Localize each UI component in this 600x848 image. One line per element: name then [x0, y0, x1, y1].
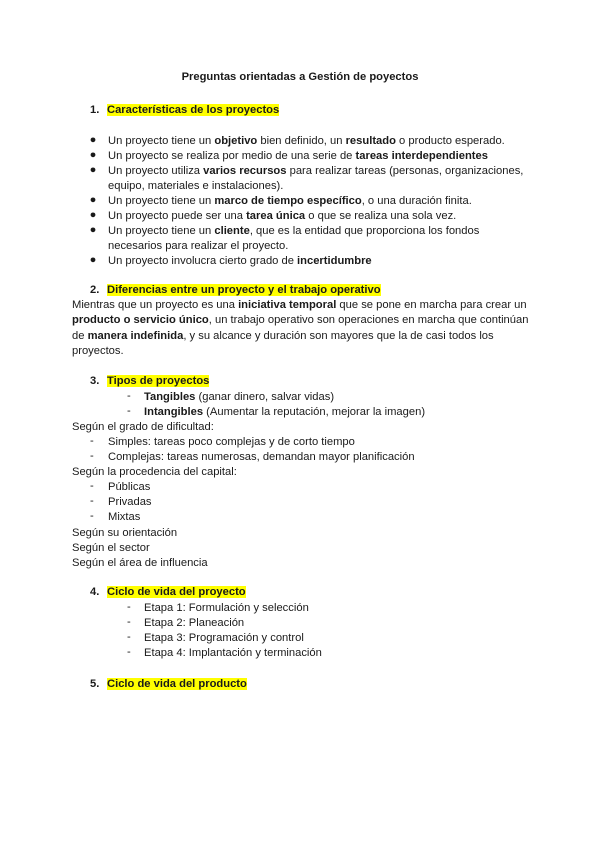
keyword: tarea única: [246, 210, 306, 222]
dash-bullet: -: [127, 390, 131, 402]
text: para realizar tareas (personas, organizaciones,: [286, 165, 524, 177]
section-1-number: 1.: [90, 104, 100, 116]
stage-2: Etapa 2: Planeación: [144, 617, 245, 629]
keyword: marco de tiempo específico: [214, 195, 362, 207]
keyword: varios recursos: [203, 165, 287, 177]
text: bien definido, un: [257, 135, 346, 147]
text: Mientras que un proyecto es una: [72, 299, 239, 311]
bullet-icon: ●: [89, 194, 97, 206]
s1-bullet-3: [108, 164, 523, 179]
section-5-heading: [90, 678, 247, 690]
text: (ganar dinero, salvar vidas): [195, 391, 335, 403]
section-5-title: Ciclo de vida del producto: [107, 678, 247, 690]
section-5-number: 5.: [90, 678, 100, 690]
dash-bullet: -: [90, 450, 94, 462]
section-2-heading: [90, 284, 381, 296]
dash-bullet: -: [90, 495, 94, 507]
text: que se pone en marcha para crear un: [336, 299, 527, 311]
capital-public: Públicas: [108, 481, 151, 493]
text: Un proyecto tiene un: [108, 135, 215, 147]
dash-bullet: -: [90, 480, 94, 492]
text: , un trabajo operativo son operaciones en marcha que continúan de: [72, 314, 529, 342]
s1-bullet-5: [108, 209, 456, 224]
section-4-number: 4.: [90, 586, 100, 598]
classification-sector: Según el sector: [72, 542, 150, 554]
keyword: cliente: [214, 225, 250, 237]
text: Un proyecto puede ser una: [108, 210, 247, 222]
keyword: producto o servicio único: [72, 314, 209, 327]
keyword: tareas interdependientes: [355, 150, 488, 162]
section-1-title: Características de los proyectos: [107, 104, 280, 116]
text: Un proyecto utiliza: [108, 165, 204, 177]
dash-bullet: -: [127, 616, 131, 628]
text: o que se realiza una sola vez.: [305, 210, 457, 222]
stage-4: Etapa 4: Implantación y terminación: [144, 647, 322, 659]
s1-bullet-6-line-2: necesarios para realizar el proyecto.: [108, 240, 289, 252]
text: Un proyecto tiene un: [108, 195, 215, 207]
text: o producto esperado.: [395, 135, 505, 147]
capital-label: Según la procedencia del capital:: [72, 466, 237, 478]
dash-bullet: -: [127, 646, 131, 658]
document-title: Preguntas orientadas a Gestión de poyectos: [181, 71, 419, 83]
s1-bullet-2: [108, 149, 488, 164]
keyword: Intangibles: [144, 406, 204, 418]
s1-bullet-4: [108, 194, 472, 209]
dash-bullet: -: [127, 601, 131, 613]
text: , o una duración finita.: [361, 195, 472, 207]
dash-bullet: -: [127, 405, 131, 417]
text: , que es la entidad que proporciona los fondos: [249, 225, 480, 237]
difficulty-label: Según el grado de dificultad:: [72, 421, 214, 433]
dash-bullet: -: [90, 510, 94, 522]
section-2-number: 2.: [90, 284, 100, 296]
text: , y su alcance y duración son mayores que la de casi todos los proyectos.: [72, 329, 494, 357]
type-tangibles: [144, 390, 334, 405]
keyword: Tangibles: [144, 391, 196, 403]
s1-bullet-1: [108, 134, 505, 149]
section-3-number: 3.: [90, 375, 100, 387]
bullet-icon: ●: [89, 164, 97, 176]
keyword: objetivo: [214, 135, 258, 147]
section-2-paragraph: [72, 298, 532, 359]
bullet-icon: ●: [89, 149, 97, 161]
s1-bullet-6: [108, 224, 479, 239]
difficulty-complex: Complejas: tareas numerosas, demandan mayor planificación: [108, 451, 415, 463]
text: Un proyecto tiene un: [108, 225, 215, 237]
section-2-title: Diferencias entre un proyecto y el trabajo operativo: [107, 284, 381, 296]
bullet-icon: ●: [89, 224, 97, 236]
keyword: manera indefinida: [87, 329, 184, 342]
section-3-title: Tipos de proyectos: [107, 375, 210, 387]
bullet-icon: ●: [89, 209, 97, 221]
bullet-icon: ●: [89, 254, 97, 266]
keyword: resultado: [345, 135, 396, 147]
section-4-heading: [90, 586, 246, 598]
text: (Aumentar la reputación, mejorar la imagen): [203, 406, 426, 418]
difficulty-simple: Simples: tareas poco complejas y de corto tiempo: [108, 436, 355, 448]
bullet-icon: ●: [89, 134, 97, 146]
section-1-heading: [90, 104, 279, 116]
section-4-title: Ciclo de vida del proyecto: [107, 586, 246, 598]
keyword: iniciativa temporal: [238, 299, 337, 311]
classification-influence: Según el área de influencia: [72, 557, 208, 569]
type-intangibles: [144, 405, 425, 420]
text: Un proyecto se realiza por medio de una serie de: [108, 150, 356, 162]
section-3-heading: [90, 375, 209, 387]
dash-bullet: -: [127, 631, 131, 643]
dash-bullet: -: [90, 435, 94, 447]
keyword: incertidumbre: [297, 255, 372, 267]
stage-3: Etapa 3: Programación y control: [144, 632, 304, 644]
s1-bullet-3-line-2: equipo, materiales e instalaciones).: [108, 180, 284, 192]
classification-orientation: Según su orientación: [72, 527, 178, 539]
capital-private: Privadas: [108, 496, 152, 508]
stage-1: Etapa 1: Formulación y selección: [144, 602, 309, 614]
s1-bullet-7: [108, 254, 372, 269]
text: Un proyecto involucra cierto grado de: [108, 255, 298, 267]
capital-mixed: Mixtas: [108, 511, 141, 523]
